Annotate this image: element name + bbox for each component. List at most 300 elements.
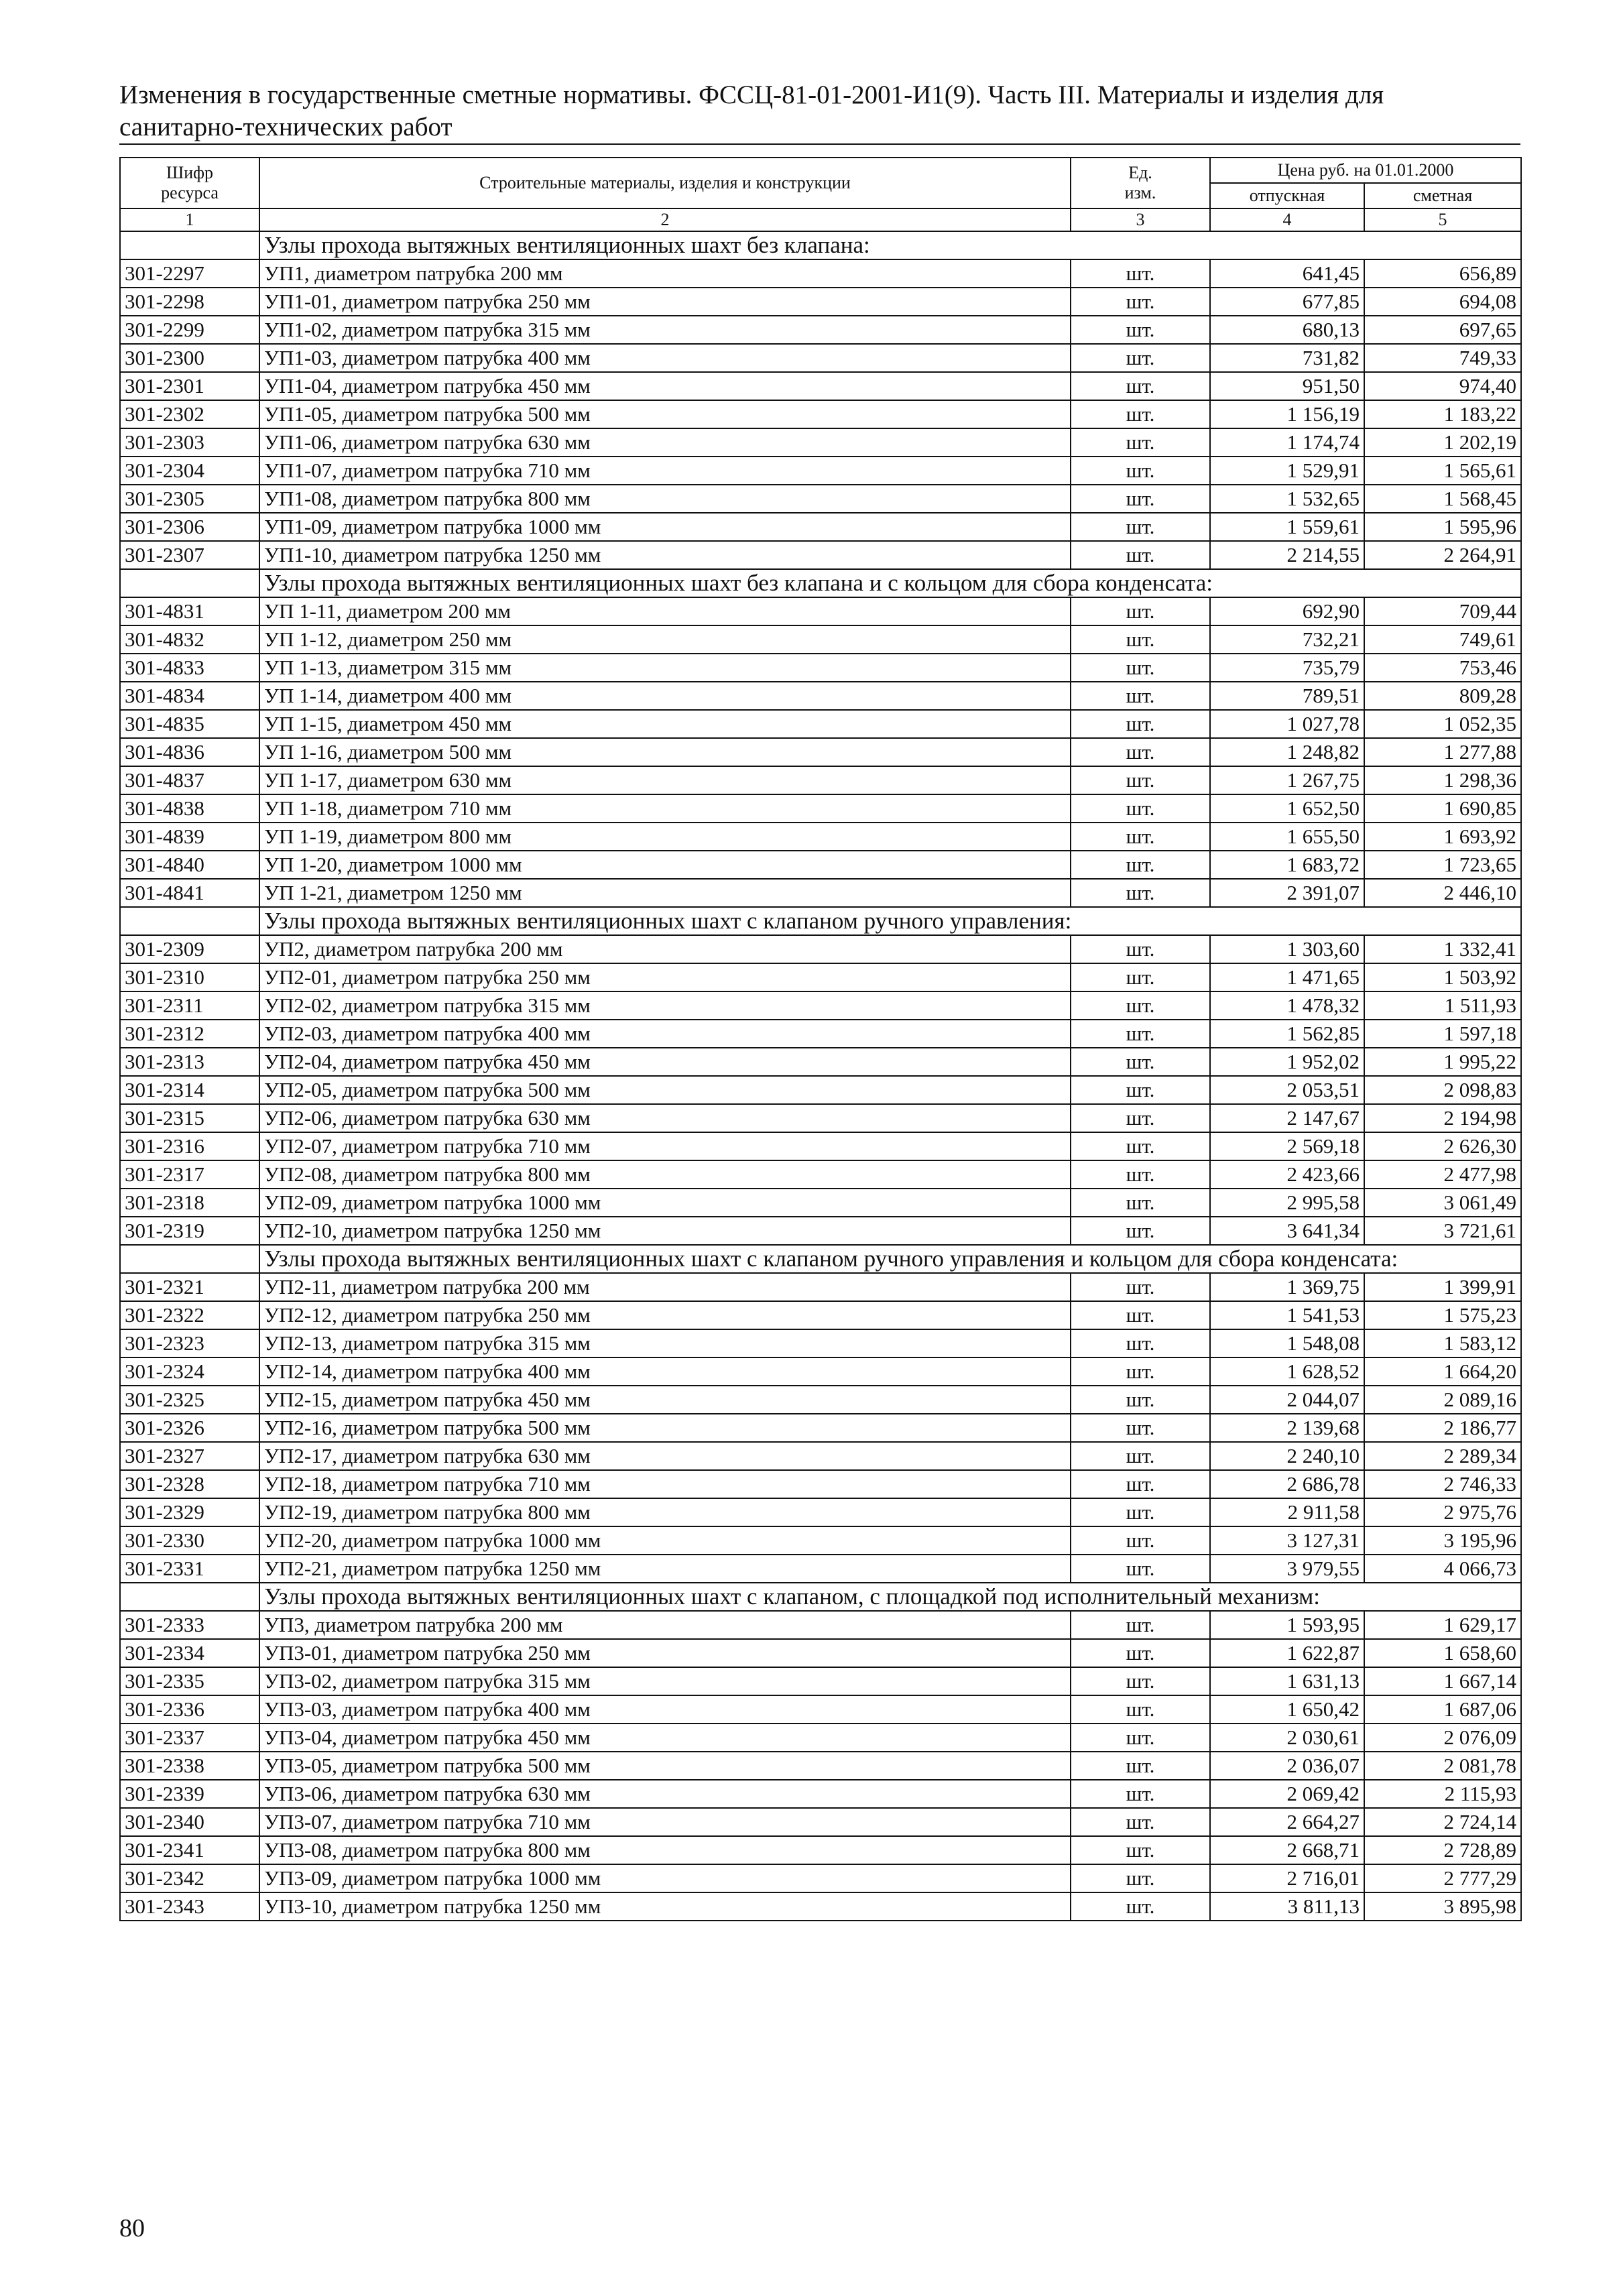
estimate-price: 709,44 bbox=[1364, 597, 1521, 625]
table-row bbox=[120, 935, 1521, 963]
unit: шт. bbox=[1071, 963, 1210, 991]
unit: шт. bbox=[1071, 1526, 1210, 1555]
material-name: УП 1-18, диаметром 710 мм bbox=[259, 794, 1071, 823]
column-header-release-price: отпускная bbox=[1210, 183, 1364, 208]
unit: шт. bbox=[1071, 625, 1210, 654]
material-name: УП2-18, диаметром патрубка 710 мм bbox=[259, 1470, 1071, 1498]
table-row bbox=[120, 1386, 1521, 1414]
table-row bbox=[120, 1076, 1521, 1104]
material-name: УП3-10, диаметром патрубка 1250 мм bbox=[259, 1892, 1071, 1921]
table-row bbox=[120, 259, 1521, 288]
code-header-line-2: ресурса bbox=[161, 183, 219, 202]
resource-code: 301-2301 bbox=[120, 372, 259, 400]
unit: шт. bbox=[1071, 1329, 1210, 1357]
table-row bbox=[120, 1724, 1521, 1752]
estimate-price: 2 446,10 bbox=[1364, 879, 1521, 907]
table-row bbox=[120, 1189, 1521, 1217]
material-name: УП3-05, диаметром патрубка 500 мм bbox=[259, 1752, 1071, 1780]
table-row bbox=[120, 625, 1521, 654]
material-name: УП3-03, диаметром патрубка 400 мм bbox=[259, 1695, 1071, 1724]
resource-code: 301-2316 bbox=[120, 1132, 259, 1160]
unit: шт. bbox=[1071, 1695, 1210, 1724]
column-header-unit bbox=[1071, 158, 1210, 208]
resource-code: 301-2334 bbox=[120, 1639, 259, 1667]
estimate-price: 656,89 bbox=[1364, 259, 1521, 288]
estimate-price: 2 777,29 bbox=[1364, 1864, 1521, 1892]
material-name: УП3-01, диаметром патрубка 250 мм bbox=[259, 1639, 1071, 1667]
resource-code: 301-4841 bbox=[120, 879, 259, 907]
section-header-row bbox=[120, 569, 1521, 597]
material-name: УП2-12, диаметром патрубка 250 мм bbox=[259, 1301, 1071, 1329]
material-name: УП2-16, диаметром патрубка 500 мм bbox=[259, 1414, 1071, 1442]
material-name: УП3-06, диаметром патрубка 630 мм bbox=[259, 1780, 1071, 1808]
unit: шт. bbox=[1071, 682, 1210, 710]
unit: шт. bbox=[1071, 1217, 1210, 1245]
resource-code: 301-2337 bbox=[120, 1724, 259, 1752]
table-row bbox=[120, 1836, 1521, 1864]
material-name: УП1-02, диаметром патрубка 315 мм bbox=[259, 316, 1071, 344]
release-price: 1 650,42 bbox=[1210, 1695, 1364, 1724]
resource-code: 301-2329 bbox=[120, 1498, 259, 1526]
resource-code: 301-2303 bbox=[120, 428, 259, 457]
estimate-price: 1 690,85 bbox=[1364, 794, 1521, 823]
release-price: 2 391,07 bbox=[1210, 879, 1364, 907]
estimate-price: 1 568,45 bbox=[1364, 485, 1521, 513]
table-row bbox=[120, 1273, 1521, 1301]
release-price: 2 139,68 bbox=[1210, 1414, 1364, 1442]
release-price: 1 529,91 bbox=[1210, 457, 1364, 485]
unit: шт. bbox=[1071, 541, 1210, 569]
release-price: 680,13 bbox=[1210, 316, 1364, 344]
table-row bbox=[120, 1301, 1521, 1329]
unit: шт. bbox=[1071, 1498, 1210, 1526]
section-header-row bbox=[120, 1245, 1521, 1273]
resource-code: 301-2328 bbox=[120, 1470, 259, 1498]
resource-code: 301-2335 bbox=[120, 1667, 259, 1695]
estimate-price: 3 061,49 bbox=[1364, 1189, 1521, 1217]
release-price: 1 248,82 bbox=[1210, 738, 1364, 766]
estimate-price: 1 183,22 bbox=[1364, 400, 1521, 428]
material-name: УП1-01, диаметром патрубка 250 мм bbox=[259, 288, 1071, 316]
unit: шт. bbox=[1071, 1048, 1210, 1076]
unit: шт. bbox=[1071, 738, 1210, 766]
unit: шт. bbox=[1071, 1724, 1210, 1752]
material-name: УП 1-13, диаметром 315 мм bbox=[259, 654, 1071, 682]
unit: шт. bbox=[1071, 1189, 1210, 1217]
unit: шт. bbox=[1071, 597, 1210, 625]
estimate-price: 1 664,20 bbox=[1364, 1357, 1521, 1386]
estimate-price: 1 511,93 bbox=[1364, 991, 1521, 1020]
unit: шт. bbox=[1071, 1414, 1210, 1442]
unit: шт. bbox=[1071, 1780, 1210, 1808]
material-name: УП2-10, диаметром патрубка 1250 мм bbox=[259, 1217, 1071, 1245]
resource-code: 301-2318 bbox=[120, 1189, 259, 1217]
release-price: 1 478,32 bbox=[1210, 991, 1364, 1020]
resource-code: 301-4840 bbox=[120, 851, 259, 879]
release-price: 732,21 bbox=[1210, 625, 1364, 654]
material-name: УП1-04, диаметром патрубка 450 мм bbox=[259, 372, 1071, 400]
column-number: 2 bbox=[259, 208, 1071, 231]
document-title-line-1: Изменения в государственные сметные нормативы. ФССЦ-81-01-2001-И1(9). Часть III. Материалы и изделия для bbox=[119, 80, 1384, 109]
column-number: 3 bbox=[1071, 208, 1210, 231]
table-row bbox=[120, 372, 1521, 400]
release-price: 3 811,13 bbox=[1210, 1892, 1364, 1921]
column-header-estimate-price: сметная bbox=[1364, 183, 1521, 208]
release-price: 2 214,55 bbox=[1210, 541, 1364, 569]
release-price: 2 030,61 bbox=[1210, 1724, 1364, 1752]
release-price: 3 641,34 bbox=[1210, 1217, 1364, 1245]
estimate-price: 809,28 bbox=[1364, 682, 1521, 710]
unit: шт. bbox=[1071, 851, 1210, 879]
material-name: УП2-01, диаметром патрубка 250 мм bbox=[259, 963, 1071, 991]
material-name: УП1-08, диаметром патрубка 800 мм bbox=[259, 485, 1071, 513]
table-row bbox=[120, 1414, 1521, 1442]
table-row bbox=[120, 823, 1521, 851]
release-price: 641,45 bbox=[1210, 259, 1364, 288]
column-number: 1 bbox=[120, 208, 259, 231]
section-blank-cell bbox=[120, 1583, 259, 1611]
column-header-code bbox=[120, 158, 259, 208]
material-name: УП1-10, диаметром патрубка 1250 мм bbox=[259, 541, 1071, 569]
material-name: УП 1-17, диаметром 630 мм bbox=[259, 766, 1071, 794]
material-name: УП2-02, диаметром патрубка 315 мм bbox=[259, 991, 1071, 1020]
table-row bbox=[120, 1217, 1521, 1245]
column-number-row bbox=[120, 208, 1521, 231]
section-blank-cell bbox=[120, 907, 259, 935]
table-row bbox=[120, 879, 1521, 907]
code-header-line-1: Шифр bbox=[166, 163, 213, 182]
table-row bbox=[120, 1357, 1521, 1386]
table-row bbox=[120, 1498, 1521, 1526]
estimate-price: 1 202,19 bbox=[1364, 428, 1521, 457]
unit: шт. bbox=[1071, 794, 1210, 823]
table-row bbox=[120, 541, 1521, 569]
table-row bbox=[120, 457, 1521, 485]
material-name: УП2-13, диаметром патрубка 315 мм bbox=[259, 1329, 1071, 1357]
material-name: УП 1-11, диаметром 200 мм bbox=[259, 597, 1071, 625]
estimate-price: 2 264,91 bbox=[1364, 541, 1521, 569]
unit-header-line-2: изм. bbox=[1124, 183, 1156, 202]
resource-code: 301-2310 bbox=[120, 963, 259, 991]
material-name: УП3-09, диаметром патрубка 1000 мм bbox=[259, 1864, 1071, 1892]
resource-code: 301-2319 bbox=[120, 1217, 259, 1245]
unit: шт. bbox=[1071, 823, 1210, 851]
material-name: УП2-06, диаметром патрубка 630 мм bbox=[259, 1104, 1071, 1132]
estimate-price: 1 595,96 bbox=[1364, 513, 1521, 541]
resource-code: 301-2304 bbox=[120, 457, 259, 485]
release-price: 1 369,75 bbox=[1210, 1273, 1364, 1301]
table-row bbox=[120, 1020, 1521, 1048]
material-name: УП 1-12, диаметром 250 мм bbox=[259, 625, 1071, 654]
release-price: 3 979,55 bbox=[1210, 1555, 1364, 1583]
material-name: УП 1-19, диаметром 800 мм bbox=[259, 823, 1071, 851]
resource-code: 301-4835 bbox=[120, 710, 259, 738]
estimate-price: 2 975,76 bbox=[1364, 1498, 1521, 1526]
release-price: 1 559,61 bbox=[1210, 513, 1364, 541]
material-name: УП2-14, диаметром патрубка 400 мм bbox=[259, 1357, 1071, 1386]
release-price: 789,51 bbox=[1210, 682, 1364, 710]
material-name: УП1-09, диаметром патрубка 1000 мм bbox=[259, 513, 1071, 541]
resource-code: 301-2317 bbox=[120, 1160, 259, 1189]
column-header-materials: Строительные материалы, изделия и конструкции bbox=[259, 158, 1071, 208]
estimate-price: 2 089,16 bbox=[1364, 1386, 1521, 1414]
table-row bbox=[120, 1470, 1521, 1498]
unit: шт. bbox=[1071, 1864, 1210, 1892]
release-price: 2 069,42 bbox=[1210, 1780, 1364, 1808]
material-name: УП3-04, диаметром патрубка 450 мм bbox=[259, 1724, 1071, 1752]
release-price: 1 548,08 bbox=[1210, 1329, 1364, 1357]
material-name: УП3-07, диаметром патрубка 710 мм bbox=[259, 1808, 1071, 1836]
estimate-price: 974,40 bbox=[1364, 372, 1521, 400]
document-title-line-2: санитарно-технических работ bbox=[119, 113, 453, 141]
resource-code: 301-2297 bbox=[120, 259, 259, 288]
release-price: 1 303,60 bbox=[1210, 935, 1364, 963]
release-price: 1 631,13 bbox=[1210, 1667, 1364, 1695]
unit: шт. bbox=[1071, 1667, 1210, 1695]
resource-code: 301-2343 bbox=[120, 1892, 259, 1921]
unit: шт. bbox=[1071, 1386, 1210, 1414]
section-header-row bbox=[120, 1583, 1521, 1611]
table-row bbox=[120, 485, 1521, 513]
release-price: 2 036,07 bbox=[1210, 1752, 1364, 1780]
release-price: 2 044,07 bbox=[1210, 1386, 1364, 1414]
column-number: 4 bbox=[1210, 208, 1364, 231]
release-price: 677,85 bbox=[1210, 288, 1364, 316]
estimate-price: 2 081,78 bbox=[1364, 1752, 1521, 1780]
material-name: УП 1-16, диаметром 500 мм bbox=[259, 738, 1071, 766]
estimate-price: 4 066,73 bbox=[1364, 1555, 1521, 1583]
unit: шт. bbox=[1071, 710, 1210, 738]
table-row bbox=[120, 1611, 1521, 1639]
estimate-price: 3 721,61 bbox=[1364, 1217, 1521, 1245]
table-row bbox=[120, 991, 1521, 1020]
release-price: 1 952,02 bbox=[1210, 1048, 1364, 1076]
table-row bbox=[120, 1048, 1521, 1076]
material-name: УП2-09, диаметром патрубка 1000 мм bbox=[259, 1189, 1071, 1217]
table-row bbox=[120, 1752, 1521, 1780]
unit: шт. bbox=[1071, 766, 1210, 794]
unit: шт. bbox=[1071, 1639, 1210, 1667]
material-name: УП2-15, диаметром патрубка 450 мм bbox=[259, 1386, 1071, 1414]
resource-code: 301-2341 bbox=[120, 1836, 259, 1864]
material-name: УП2-03, диаметром патрубка 400 мм bbox=[259, 1020, 1071, 1048]
header-rule bbox=[119, 143, 1520, 145]
resource-code: 301-4834 bbox=[120, 682, 259, 710]
estimate-price: 1 503,92 bbox=[1364, 963, 1521, 991]
unit: шт. bbox=[1071, 1442, 1210, 1470]
unit: шт. bbox=[1071, 372, 1210, 400]
material-name: УП3-08, диаметром патрубка 800 мм bbox=[259, 1836, 1071, 1864]
resource-code: 301-2321 bbox=[120, 1273, 259, 1301]
resource-code: 301-2339 bbox=[120, 1780, 259, 1808]
resource-code: 301-2327 bbox=[120, 1442, 259, 1470]
release-price: 1 156,19 bbox=[1210, 400, 1364, 428]
unit: шт. bbox=[1071, 1301, 1210, 1329]
unit: шт. bbox=[1071, 1808, 1210, 1836]
resource-code: 301-2309 bbox=[120, 935, 259, 963]
table-row bbox=[120, 851, 1521, 879]
material-name: УП1, диаметром патрубка 200 мм bbox=[259, 259, 1071, 288]
material-name: УП1-03, диаметром патрубка 400 мм bbox=[259, 344, 1071, 372]
release-price: 2 668,71 bbox=[1210, 1836, 1364, 1864]
resource-code: 301-2324 bbox=[120, 1357, 259, 1386]
estimate-price: 2 477,98 bbox=[1364, 1160, 1521, 1189]
column-number: 5 bbox=[1364, 208, 1521, 231]
resource-code: 301-4831 bbox=[120, 597, 259, 625]
table-row bbox=[120, 1329, 1521, 1357]
resource-code: 301-2323 bbox=[120, 1329, 259, 1357]
table-row bbox=[120, 1160, 1521, 1189]
resource-code: 301-2313 bbox=[120, 1048, 259, 1076]
estimate-price: 753,46 bbox=[1364, 654, 1521, 682]
estimate-price: 2 115,93 bbox=[1364, 1780, 1521, 1808]
estimate-price: 1 723,65 bbox=[1364, 851, 1521, 879]
estimate-price: 2 728,89 bbox=[1364, 1836, 1521, 1864]
material-name: УП1-07, диаметром патрубка 710 мм bbox=[259, 457, 1071, 485]
section-header-row bbox=[120, 907, 1521, 935]
estimate-price: 1 399,91 bbox=[1364, 1273, 1521, 1301]
table-row bbox=[120, 1667, 1521, 1695]
unit: шт. bbox=[1071, 1892, 1210, 1921]
estimate-price: 2 194,98 bbox=[1364, 1104, 1521, 1132]
release-price: 2 569,18 bbox=[1210, 1132, 1364, 1160]
unit: шт. bbox=[1071, 1836, 1210, 1864]
estimate-price: 1 277,88 bbox=[1364, 738, 1521, 766]
unit: шт. bbox=[1071, 513, 1210, 541]
unit: шт. bbox=[1071, 400, 1210, 428]
release-price: 735,79 bbox=[1210, 654, 1364, 682]
release-price: 1 562,85 bbox=[1210, 1020, 1364, 1048]
table-head bbox=[120, 158, 1521, 231]
unit: шт. bbox=[1071, 485, 1210, 513]
estimate-price: 1 298,36 bbox=[1364, 766, 1521, 794]
resource-code: 301-2299 bbox=[120, 316, 259, 344]
resource-code: 301-2330 bbox=[120, 1526, 259, 1555]
resource-code: 301-2312 bbox=[120, 1020, 259, 1048]
unit: шт. bbox=[1071, 879, 1210, 907]
table-row bbox=[120, 1132, 1521, 1160]
section-title: Узлы прохода вытяжных вентиляционных шахт с клапаном ручного управления: bbox=[259, 907, 1521, 935]
resource-code: 301-2338 bbox=[120, 1752, 259, 1780]
estimate-price: 2 076,09 bbox=[1364, 1724, 1521, 1752]
resource-code: 301-2300 bbox=[120, 344, 259, 372]
section-header-row bbox=[120, 231, 1521, 259]
table-row bbox=[120, 738, 1521, 766]
estimate-price: 2 289,34 bbox=[1364, 1442, 1521, 1470]
section-blank-cell bbox=[120, 569, 259, 597]
material-name: УП 1-20, диаметром 1000 мм bbox=[259, 851, 1071, 879]
table-row bbox=[120, 794, 1521, 823]
resource-code: 301-4838 bbox=[120, 794, 259, 823]
table-row bbox=[120, 597, 1521, 625]
resource-code: 301-2333 bbox=[120, 1611, 259, 1639]
release-price: 1 027,78 bbox=[1210, 710, 1364, 738]
table-row bbox=[120, 963, 1521, 991]
estimate-price: 694,08 bbox=[1364, 288, 1521, 316]
release-price: 1 541,53 bbox=[1210, 1301, 1364, 1329]
unit: шт. bbox=[1071, 1611, 1210, 1639]
release-price: 1 628,52 bbox=[1210, 1357, 1364, 1386]
unit-header-line-1: Ед. bbox=[1128, 163, 1152, 182]
estimate-price: 1 629,17 bbox=[1364, 1611, 1521, 1639]
release-price: 2 686,78 bbox=[1210, 1470, 1364, 1498]
release-price: 2 240,10 bbox=[1210, 1442, 1364, 1470]
estimate-price: 2 724,14 bbox=[1364, 1808, 1521, 1836]
estimate-price: 2 186,77 bbox=[1364, 1414, 1521, 1442]
release-price: 2 911,58 bbox=[1210, 1498, 1364, 1526]
page-number: 80 bbox=[119, 2214, 145, 2242]
resource-code: 301-4833 bbox=[120, 654, 259, 682]
release-price: 3 127,31 bbox=[1210, 1526, 1364, 1555]
release-price: 1 655,50 bbox=[1210, 823, 1364, 851]
resource-code: 301-2311 bbox=[120, 991, 259, 1020]
unit: шт. bbox=[1071, 1470, 1210, 1498]
table-row bbox=[120, 1808, 1521, 1836]
material-name: УП2-08, диаметром патрубка 800 мм bbox=[259, 1160, 1071, 1189]
table-row bbox=[120, 1892, 1521, 1921]
estimate-price: 1 332,41 bbox=[1364, 935, 1521, 963]
release-price: 2 053,51 bbox=[1210, 1076, 1364, 1104]
material-name: УП3-02, диаметром патрубка 315 мм bbox=[259, 1667, 1071, 1695]
release-price: 1 622,87 bbox=[1210, 1639, 1364, 1667]
material-name: УП2-20, диаметром патрубка 1000 мм bbox=[259, 1526, 1071, 1555]
section-title: Узлы прохода вытяжных вентиляционных шахт с клапаном, с площадкой под исполнительный механизм: bbox=[259, 1583, 1521, 1611]
unit: шт. bbox=[1071, 1076, 1210, 1104]
estimate-price: 1 995,22 bbox=[1364, 1048, 1521, 1076]
release-price: 1 593,95 bbox=[1210, 1611, 1364, 1639]
table-row bbox=[120, 1639, 1521, 1667]
unit: шт. bbox=[1071, 1357, 1210, 1386]
release-price: 1 683,72 bbox=[1210, 851, 1364, 879]
material-name: УП 1-21, диаметром 1250 мм bbox=[259, 879, 1071, 907]
estimate-price: 3 195,96 bbox=[1364, 1526, 1521, 1555]
resource-code: 301-2326 bbox=[120, 1414, 259, 1442]
resource-code: 301-2342 bbox=[120, 1864, 259, 1892]
material-name: УП2-21, диаметром патрубка 1250 мм bbox=[259, 1555, 1071, 1583]
resource-code: 301-4832 bbox=[120, 625, 259, 654]
price-table bbox=[119, 157, 1522, 1921]
unit: шт. bbox=[1071, 344, 1210, 372]
release-price: 1 267,75 bbox=[1210, 766, 1364, 794]
section-blank-cell bbox=[120, 1245, 259, 1273]
material-name: УП3, диаметром патрубка 200 мм bbox=[259, 1611, 1071, 1639]
release-price: 1 652,50 bbox=[1210, 794, 1364, 823]
table-row bbox=[120, 1555, 1521, 1583]
estimate-price: 1 687,06 bbox=[1364, 1695, 1521, 1724]
material-name: УП2, диаметром патрубка 200 мм bbox=[259, 935, 1071, 963]
release-price: 2 716,01 bbox=[1210, 1864, 1364, 1892]
unit: шт. bbox=[1071, 1160, 1210, 1189]
unit: шт. bbox=[1071, 1020, 1210, 1048]
material-name: УП 1-15, диаметром 450 мм bbox=[259, 710, 1071, 738]
estimate-price: 749,61 bbox=[1364, 625, 1521, 654]
resource-code: 301-4836 bbox=[120, 738, 259, 766]
material-name: УП2-07, диаметром патрубка 710 мм bbox=[259, 1132, 1071, 1160]
table-row bbox=[120, 428, 1521, 457]
table-row bbox=[120, 1104, 1521, 1132]
estimate-price: 3 895,98 bbox=[1364, 1892, 1521, 1921]
estimate-price: 1 667,14 bbox=[1364, 1667, 1521, 1695]
release-price: 1 174,74 bbox=[1210, 428, 1364, 457]
table-row bbox=[120, 400, 1521, 428]
unit: шт. bbox=[1071, 316, 1210, 344]
column-header-price: Цена руб. на 01.01.2000 bbox=[1210, 158, 1521, 183]
table-row bbox=[120, 654, 1521, 682]
resource-code: 301-2340 bbox=[120, 1808, 259, 1836]
material-name: УП 1-14, диаметром 400 мм bbox=[259, 682, 1071, 710]
release-price: 2 995,58 bbox=[1210, 1189, 1364, 1217]
estimate-price: 1 565,61 bbox=[1364, 457, 1521, 485]
